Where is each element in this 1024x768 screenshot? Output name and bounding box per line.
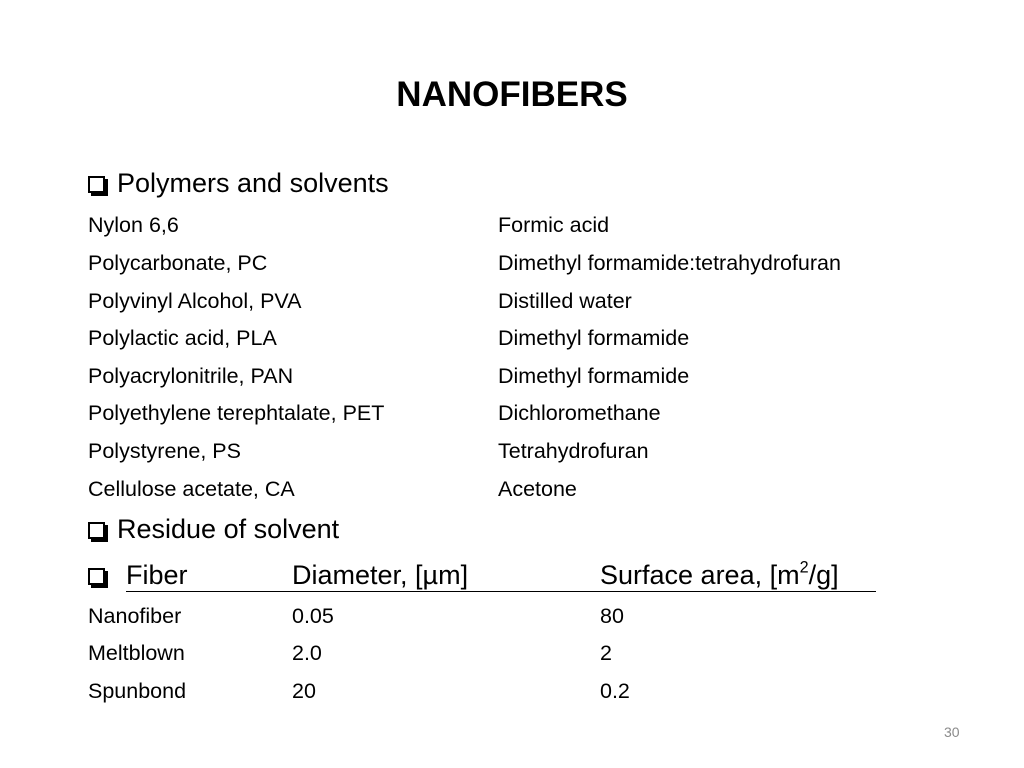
fiber-row xyxy=(88,601,968,631)
solvent-name: Distilled water xyxy=(498,289,632,313)
fiber-diameter: 0.05 xyxy=(292,604,334,628)
polymer-row xyxy=(88,210,968,240)
fiber-surface-area: 2 xyxy=(600,641,612,665)
fiber-row xyxy=(88,676,968,706)
fiber-header: Fiber xyxy=(126,560,188,590)
polymer-name: Polyethylene terephtalate, PET xyxy=(88,401,385,425)
surface-area-suffix: /g] xyxy=(808,560,839,590)
bullet-residue-of-solvent xyxy=(88,512,339,546)
bullet-polymers-and-solvents xyxy=(88,166,389,200)
polymer-row xyxy=(88,286,968,316)
page-number: 30 xyxy=(944,724,960,740)
polymer-row xyxy=(88,436,968,466)
solvent-name: Tetrahydrofuran xyxy=(498,439,649,463)
polymer-row xyxy=(88,398,968,428)
fiber-type: Spunbond xyxy=(88,679,187,703)
solvent-name: Dimethyl formamide:tetrahydrofuran xyxy=(498,251,841,275)
polymer-name: Cellulose acetate, CA xyxy=(88,477,295,501)
fiber-surface-area: 80 xyxy=(600,604,624,628)
bullet-label: Polymers and solvents xyxy=(117,168,389,198)
bullet-label: Residue of solvent xyxy=(117,514,340,544)
header-underline xyxy=(126,591,876,592)
polymer-row xyxy=(88,248,968,278)
fiber-type: Nanofiber xyxy=(88,604,182,628)
polymer-name: Polylactic acid, PLA xyxy=(88,326,277,350)
fiber-type: Meltblown xyxy=(88,641,185,665)
checkbox-bullet-wrap xyxy=(88,558,117,592)
fiber-table-header xyxy=(88,558,888,594)
solvent-name: Acetone xyxy=(498,477,577,501)
polymer-name: Polyacrylonitrile, PAN xyxy=(88,364,294,388)
surface-area-header xyxy=(600,558,839,592)
fiber-diameter: 20 xyxy=(292,679,316,703)
polymer-row xyxy=(88,474,968,504)
checkbox-bullet-icon xyxy=(88,522,105,539)
diameter-header: Diameter, [µm] xyxy=(292,560,469,590)
checkbox-bullet-icon xyxy=(88,176,105,193)
fiber-diameter: 2.0 xyxy=(292,641,322,665)
checkbox-bullet-icon xyxy=(88,568,105,585)
solvent-name: Dimethyl formamide xyxy=(498,326,690,350)
solvent-name: Dichloromethane xyxy=(498,401,661,425)
polymer-name: Polycarbonate, PC xyxy=(88,251,268,275)
solvent-name: Formic acid xyxy=(498,213,610,237)
polymer-row xyxy=(88,323,968,353)
slide-title: NANOFIBERS xyxy=(396,75,628,114)
polymer-name: Polyvinyl Alcohol, PVA xyxy=(88,289,302,313)
surface-area-prefix: Surface area, [m xyxy=(600,560,800,590)
polymer-name: Nylon 6,6 xyxy=(88,213,179,237)
polymer-name: Polystyrene, PS xyxy=(88,439,241,463)
fiber-surface-area: 0.2 xyxy=(600,679,630,703)
surface-area-sup: 2 xyxy=(799,558,809,577)
polymer-row xyxy=(88,361,968,391)
solvent-name: Dimethyl formamide xyxy=(498,364,690,388)
fiber-row xyxy=(88,638,968,668)
